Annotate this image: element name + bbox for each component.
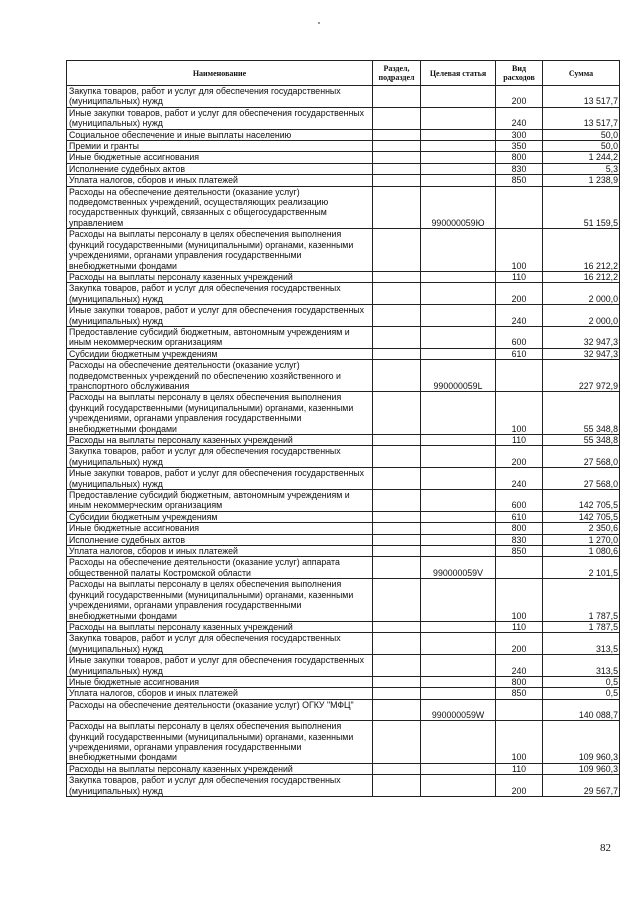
cell-section — [373, 699, 421, 720]
cell-name: Расходы на выплаты персоналу в целях обеспечения выполнения функций государственными (муниципальными) органами, казенными учреждениями, органами управления государственными внебюджетными фондами — [67, 579, 373, 622]
cell-name: Субсидии бюджетным учреждениям — [67, 511, 373, 522]
cell-kind: 800 — [496, 152, 543, 163]
cell-kind: 240 — [496, 655, 543, 677]
cell-kind: 350 — [496, 141, 543, 152]
cell-name: Расходы на выплаты персоналу казенных учреждений — [67, 621, 373, 632]
cell-kind: 200 — [496, 633, 543, 655]
cell-kind: 610 — [496, 511, 543, 522]
cell-sum: 1 270,0 — [543, 534, 620, 545]
table-row — [67, 721, 620, 764]
cell-kind: 830 — [496, 534, 543, 545]
cell-kind — [496, 699, 543, 720]
cell-section — [373, 534, 421, 545]
cell-name: Расходы на обеспечение деятельности (оказание услуг) ОГКУ "МФЦ" — [67, 699, 373, 720]
cell-section — [373, 392, 421, 435]
cell-name: Иные закупки товаров, работ и услуг для обеспечения государственных (муниципальных) нужд — [67, 655, 373, 677]
table-row — [67, 141, 620, 152]
cell-target — [421, 129, 496, 140]
cell-section — [373, 490, 421, 512]
cell-section — [373, 633, 421, 655]
cell-target — [421, 305, 496, 327]
cell-section — [373, 435, 421, 446]
cell-target — [421, 655, 496, 677]
cell-target — [421, 326, 496, 348]
cell-kind: 240 — [496, 305, 543, 327]
cell-target: 990000059L — [421, 360, 496, 392]
cell-target — [421, 490, 496, 512]
cell-target — [421, 511, 496, 522]
cell-kind: 300 — [496, 129, 543, 140]
cell-sum: 2 000,0 — [543, 283, 620, 305]
cell-section — [373, 175, 421, 186]
cell-sum: 32 947,3 — [543, 348, 620, 359]
cell-sum: 27 568,0 — [543, 468, 620, 490]
cell-sum: 2 000,0 — [543, 305, 620, 327]
cell-section — [373, 621, 421, 632]
cell-name: Закупка товаров, работ и услуг для обеспечения государственных (муниципальных) нужд — [67, 633, 373, 655]
cell-kind: 850 — [496, 546, 543, 557]
cell-section — [373, 186, 421, 229]
cell-section — [373, 523, 421, 534]
cell-target — [421, 283, 496, 305]
cell-sum: 51 159,5 — [543, 186, 620, 229]
cell-kind: 110 — [496, 621, 543, 632]
table-row — [67, 271, 620, 282]
table-row — [67, 676, 620, 687]
cell-target — [421, 107, 496, 129]
cell-target — [421, 435, 496, 446]
cell-sum: 1 787,5 — [543, 621, 620, 632]
cell-target — [421, 175, 496, 186]
cell-target — [421, 676, 496, 687]
table-row — [67, 579, 620, 622]
cell-kind: 240 — [496, 468, 543, 490]
table-row — [67, 534, 620, 545]
cell-target — [421, 523, 496, 534]
page-number: 82 — [600, 842, 611, 854]
cell-target — [421, 229, 496, 272]
cell-name: Уплата налогов, сборов и иных платежей — [67, 175, 373, 186]
cell-sum: 16 212,2 — [543, 271, 620, 282]
cell-kind: 240 — [496, 107, 543, 129]
cell-name: Уплата налогов, сборов и иных платежей — [67, 546, 373, 557]
cell-target — [421, 579, 496, 622]
header-sum: Сумма — [543, 61, 620, 86]
cell-section — [373, 446, 421, 468]
cell-name: Расходы на выплаты персоналу казенных учреждений — [67, 271, 373, 282]
cell-kind: 110 — [496, 435, 543, 446]
cell-name: Иные бюджетные ассигнования — [67, 676, 373, 687]
cell-target — [421, 621, 496, 632]
cell-target — [421, 688, 496, 699]
cell-target — [421, 763, 496, 774]
table-row — [67, 283, 620, 305]
table-row — [67, 86, 620, 108]
cell-target — [421, 141, 496, 152]
cell-name: Предоставление субсидий бюджетным, автономным учреждениям и иным некоммерческим организациям — [67, 490, 373, 512]
cell-section — [373, 348, 421, 359]
cell-sum: 1 244,2 — [543, 152, 620, 163]
cell-sum: 109 960,3 — [543, 763, 620, 774]
cell-sum: 0,5 — [543, 688, 620, 699]
cell-sum: 1 080,6 — [543, 546, 620, 557]
cell-target — [421, 86, 496, 108]
cell-target — [421, 468, 496, 490]
cell-name: Исполнение судебных актов — [67, 534, 373, 545]
cell-kind — [496, 360, 543, 392]
cell-section — [373, 283, 421, 305]
table-row — [67, 621, 620, 632]
cell-name: Уплата налогов, сборов и иных платежей — [67, 688, 373, 699]
table-row — [67, 468, 620, 490]
cell-name: Закупка товаров, работ и услуг для обеспечения государственных (муниципальных) нужд — [67, 446, 373, 468]
cell-section — [373, 511, 421, 522]
table-row — [67, 305, 620, 327]
cell-section — [373, 107, 421, 129]
cell-sum: 109 960,3 — [543, 721, 620, 764]
cell-sum: 13 517,7 — [543, 107, 620, 129]
cell-section — [373, 229, 421, 272]
table-row — [67, 557, 620, 579]
cell-kind: 850 — [496, 688, 543, 699]
cell-kind: 600 — [496, 490, 543, 512]
cell-name: Иные бюджетные ассигнования — [67, 152, 373, 163]
header-name: Наименование — [67, 61, 373, 86]
cell-kind: 110 — [496, 271, 543, 282]
table-row — [67, 633, 620, 655]
cell-section — [373, 676, 421, 687]
cell-sum: 32 947,3 — [543, 326, 620, 348]
cell-target — [421, 633, 496, 655]
cell-section — [373, 557, 421, 579]
cell-kind — [496, 186, 543, 229]
cell-sum: 55 348,8 — [543, 392, 620, 435]
cell-target — [421, 392, 496, 435]
table-row — [67, 186, 620, 229]
cell-section — [373, 546, 421, 557]
cell-sum: 16 212,2 — [543, 229, 620, 272]
cell-section — [373, 688, 421, 699]
cell-sum: 227 972,9 — [543, 360, 620, 392]
cell-target — [421, 163, 496, 174]
cell-kind: 610 — [496, 348, 543, 359]
cell-section — [373, 579, 421, 622]
table-row — [67, 326, 620, 348]
cell-name: Исполнение судебных актов — [67, 163, 373, 174]
cell-section — [373, 721, 421, 764]
table-row — [67, 107, 620, 129]
cell-sum: 2 350,6 — [543, 523, 620, 534]
table-row — [67, 163, 620, 174]
table-row — [67, 775, 620, 797]
cell-sum: 1 238,9 — [543, 175, 620, 186]
table-row — [67, 175, 620, 186]
table-row — [67, 152, 620, 163]
cell-target — [421, 721, 496, 764]
table-row — [67, 348, 620, 359]
cell-kind: 100 — [496, 579, 543, 622]
table-row — [67, 523, 620, 534]
cell-sum: 313,5 — [543, 655, 620, 677]
cell-target: 990000059W — [421, 699, 496, 720]
cell-sum: 50,0 — [543, 141, 620, 152]
table-row — [67, 360, 620, 392]
cell-section — [373, 775, 421, 797]
table-row — [67, 229, 620, 272]
cell-target — [421, 534, 496, 545]
cell-section — [373, 141, 421, 152]
table-header-row — [67, 61, 620, 86]
cell-kind: 200 — [496, 86, 543, 108]
cell-kind: 200 — [496, 775, 543, 797]
cell-name: Закупка товаров, работ и услуг для обеспечения государственных (муниципальных) нужд — [67, 775, 373, 797]
cell-section — [373, 655, 421, 677]
cell-name: Расходы на выплаты персоналу в целях обеспечения выполнения функций государственными (муниципальными) органами, казенными учреждениями, органами управления государственными внебюджетными фондами — [67, 721, 373, 764]
cell-sum: 142 705,5 — [543, 490, 620, 512]
cell-name: Социальное обеспечение и иные выплаты населению — [67, 129, 373, 140]
table-row — [67, 435, 620, 446]
cell-name: Закупка товаров, работ и услуг для обеспечения государственных (муниципальных) нужд — [67, 86, 373, 108]
cell-section — [373, 129, 421, 140]
cell-target — [421, 775, 496, 797]
table-row — [67, 511, 620, 522]
cell-kind: 100 — [496, 392, 543, 435]
cell-kind: 200 — [496, 446, 543, 468]
table-row — [67, 546, 620, 557]
cell-name: Премии и гранты — [67, 141, 373, 152]
cell-kind: 800 — [496, 523, 543, 534]
cell-target — [421, 271, 496, 282]
cell-target — [421, 348, 496, 359]
cell-sum: 0,5 — [543, 676, 620, 687]
header-kind: Вид расходов — [496, 61, 543, 86]
table-row — [67, 392, 620, 435]
cell-section — [373, 468, 421, 490]
cell-name: Иные закупки товаров, работ и услуг для обеспечения государственных (муниципальных) нужд — [67, 305, 373, 327]
cell-kind: 100 — [496, 721, 543, 764]
scan-speck — [318, 22, 320, 24]
cell-section — [373, 152, 421, 163]
cell-section — [373, 86, 421, 108]
cell-kind — [496, 557, 543, 579]
table-row — [67, 688, 620, 699]
cell-sum: 55 348,8 — [543, 435, 620, 446]
cell-name: Иные закупки товаров, работ и услуг для обеспечения государственных (муниципальных) нужд — [67, 107, 373, 129]
cell-sum: 142 705,5 — [543, 511, 620, 522]
cell-kind: 830 — [496, 163, 543, 174]
cell-sum: 50,0 — [543, 129, 620, 140]
cell-name: Расходы на выплаты персоналу в целях обеспечения выполнения функций государственными (муниципальными) органами, казенными учреждениями, органами управления государственными внебюджетными фондами — [67, 229, 373, 272]
table-row — [67, 446, 620, 468]
header-section: Раздел, подраздел — [373, 61, 421, 86]
table-row — [67, 655, 620, 677]
cell-kind: 110 — [496, 763, 543, 774]
table-body — [67, 86, 620, 797]
cell-sum: 5,3 — [543, 163, 620, 174]
cell-target — [421, 152, 496, 163]
cell-section — [373, 271, 421, 282]
cell-target: 990000059V — [421, 557, 496, 579]
table-row — [67, 763, 620, 774]
table-row — [67, 129, 620, 140]
cell-name: Расходы на обеспечение деятельности (оказание услуг) аппарата общественной палаты Костромской области — [67, 557, 373, 579]
cell-target — [421, 546, 496, 557]
cell-kind: 600 — [496, 326, 543, 348]
cell-section — [373, 763, 421, 774]
cell-section — [373, 326, 421, 348]
cell-target — [421, 446, 496, 468]
cell-sum: 313,5 — [543, 633, 620, 655]
cell-sum: 2 101,5 — [543, 557, 620, 579]
cell-kind: 800 — [496, 676, 543, 687]
header-target: Целевая статья — [421, 61, 496, 86]
cell-target: 990000059Ю — [421, 186, 496, 229]
cell-sum: 13 517,7 — [543, 86, 620, 108]
cell-name: Субсидии бюджетным учреждениям — [67, 348, 373, 359]
cell-name: Иные бюджетные ассигнования — [67, 523, 373, 534]
cell-sum: 27 568,0 — [543, 446, 620, 468]
cell-name: Расходы на обеспечение деятельности (оказание услуг) подведомственных учреждений по обеспечению хозяйственного и транспортного обслуживания — [67, 360, 373, 392]
table-row — [67, 490, 620, 512]
table-row — [67, 699, 620, 720]
cell-name: Расходы на выплаты персоналу казенных учреждений — [67, 763, 373, 774]
cell-name: Иные закупки товаров, работ и услуг для обеспечения государственных (муниципальных) нужд — [67, 468, 373, 490]
cell-section — [373, 360, 421, 392]
cell-sum: 1 787,5 — [543, 579, 620, 622]
cell-sum: 29 567,7 — [543, 775, 620, 797]
cell-sum: 140 088,7 — [543, 699, 620, 720]
cell-name: Расходы на выплаты персоналу в целях обеспечения выполнения функций государственными (муниципальными) органами, казенными учреждениями, органами управления государственными внебюджетными фондами — [67, 392, 373, 435]
cell-kind: 850 — [496, 175, 543, 186]
cell-name: Закупка товаров, работ и услуг для обеспечения государственных (муниципальных) нужд — [67, 283, 373, 305]
cell-name: Предоставление субсидий бюджетным, автономным учреждениям и иным некоммерческим организациям — [67, 326, 373, 348]
cell-section — [373, 163, 421, 174]
cell-kind: 100 — [496, 229, 543, 272]
cell-kind: 200 — [496, 283, 543, 305]
budget-table — [66, 60, 620, 797]
cell-section — [373, 305, 421, 327]
cell-name: Расходы на обеспечение деятельности (оказание услуг) подведомственных учреждений, осуществляющих реализацию государственных функций, связанных с общегосударственным управлением — [67, 186, 373, 229]
cell-name: Расходы на выплаты персоналу казенных учреждений — [67, 435, 373, 446]
